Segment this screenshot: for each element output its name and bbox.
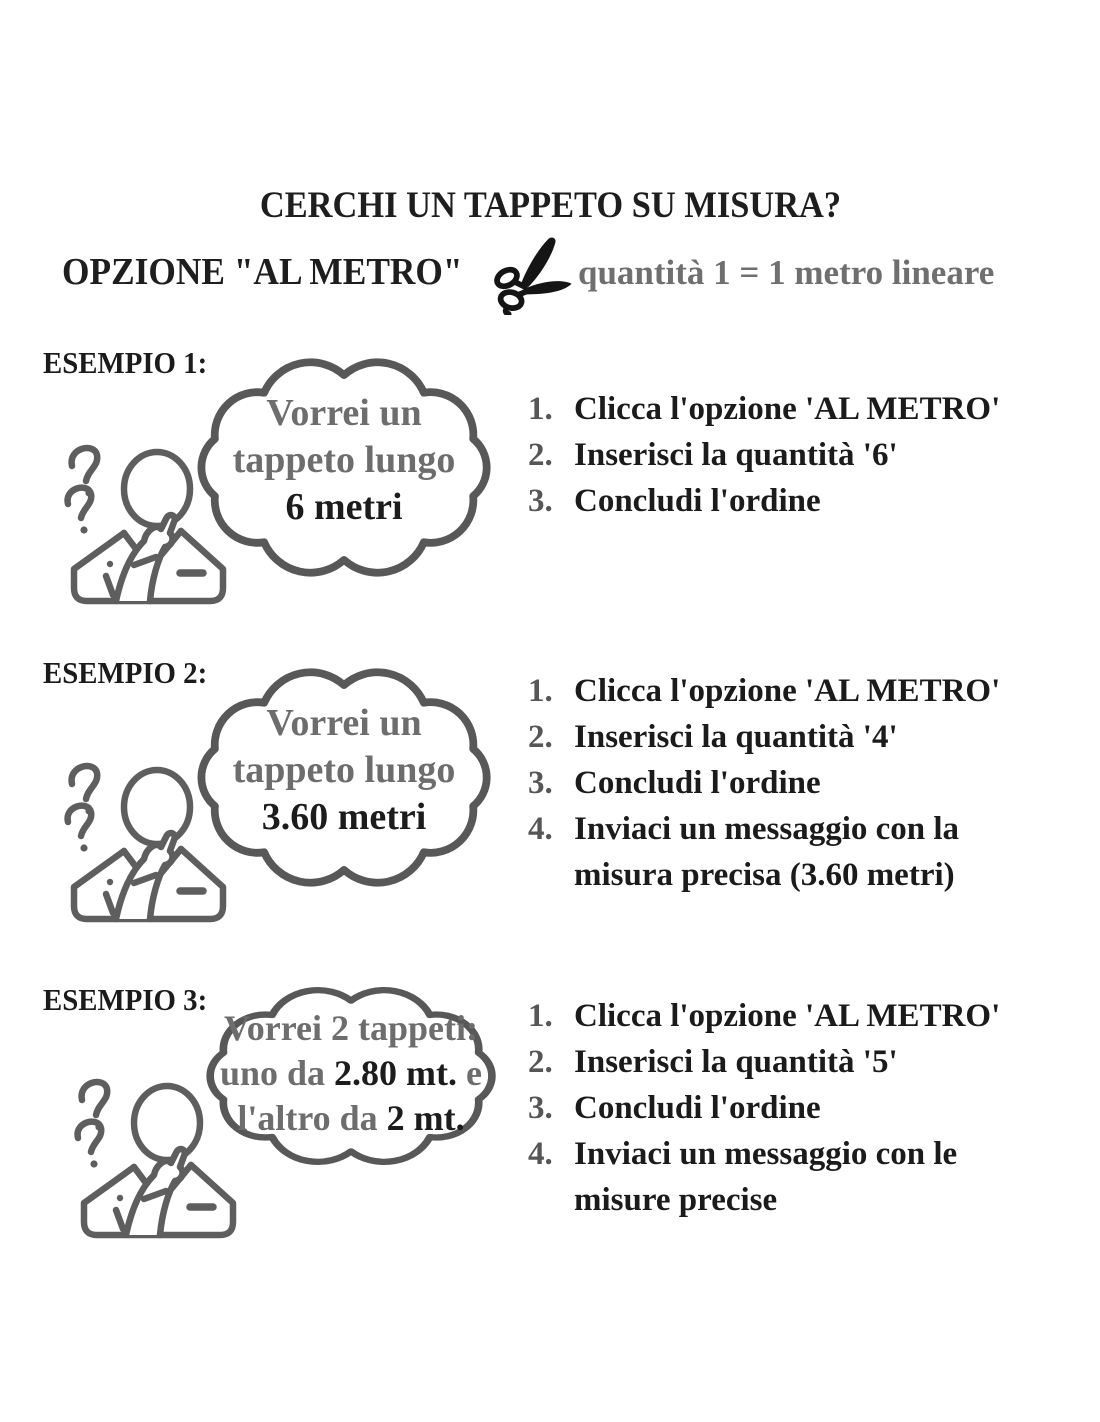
steps-list <box>528 386 1043 524</box>
bubble-line: uno da 2.80 mt. e <box>219 1052 483 1093</box>
step-text: Concludi l'ordine <box>574 483 821 519</box>
step-number: 2. <box>528 719 553 755</box>
thought-bubble <box>183 345 505 590</box>
step-number: 2. <box>528 437 553 473</box>
option-al-metro-label: OPZIONE "AL METRO" <box>62 251 463 293</box>
step-number: 3. <box>528 765 553 801</box>
example-2-section <box>0 650 1100 962</box>
example-1-section <box>0 340 1100 652</box>
thought-bubble-text <box>183 345 505 590</box>
step-text: Clicca l'opzione 'AL METRO' <box>574 391 1001 427</box>
step-item <box>528 1085 1043 1131</box>
bubble-line: l'altro da 2 mt. <box>237 1097 465 1138</box>
step-number: 4. <box>528 811 553 847</box>
step-text: Inserisci la quantità '6' <box>574 437 898 473</box>
step-number: 2. <box>528 1044 553 1080</box>
thought-bubble <box>183 655 505 900</box>
bubble-line: Vorrei un <box>266 702 422 744</box>
step-item <box>528 1039 1043 1085</box>
step-text: Inserisci la quantità '4' <box>574 719 898 755</box>
example-3-section <box>0 968 1100 1280</box>
steps-list <box>528 993 1043 1223</box>
steps-list <box>528 668 1043 898</box>
step-text: Inserisci la quantità '5' <box>574 1044 898 1080</box>
step-number: 1. <box>528 673 553 709</box>
bubble-line: tappeto lungo <box>232 749 456 791</box>
bubble-line: 3.60 metri <box>261 796 427 838</box>
step-item <box>528 432 1043 478</box>
step-text: Inviaci un messaggio con la misura precisa (3.60 metri) <box>574 811 960 893</box>
step-item <box>528 478 1043 524</box>
thought-bubble-text <box>183 655 505 900</box>
step-text: Inviaci un messaggio con le misure precise <box>574 1136 958 1218</box>
thought-bubble <box>192 976 510 1176</box>
example-1-label: ESEMPIO 1: <box>43 345 208 380</box>
step-number: 1. <box>528 391 553 427</box>
step-text: Concludi l'ordine <box>574 765 821 801</box>
step-item <box>528 1131 1043 1223</box>
step-item <box>528 714 1043 760</box>
step-number: 3. <box>528 1090 553 1126</box>
step-number: 1. <box>528 998 553 1034</box>
bubble-line: Vorrei un <box>266 392 422 434</box>
step-text: Clicca l'opzione 'AL METRO' <box>574 998 1001 1034</box>
example-3-label: ESEMPIO 3: <box>43 982 208 1017</box>
scissors-icon <box>489 233 579 333</box>
quantity-note: quantità 1 = 1 metro lineare <box>578 253 995 292</box>
step-item <box>528 386 1043 432</box>
step-text: Clicca l'opzione 'AL METRO' <box>574 673 1001 709</box>
page-title: CERCHI UN TAPPETO SU MISURA? <box>259 185 841 226</box>
step-item <box>528 993 1043 1039</box>
step-number: 4. <box>528 1136 553 1172</box>
step-item <box>528 760 1043 806</box>
step-item <box>528 668 1043 714</box>
thought-bubble-text <box>192 976 510 1176</box>
step-text: Concludi l'ordine <box>574 1090 821 1126</box>
bubble-line: tappeto lungo <box>232 439 456 481</box>
example-2-label: ESEMPIO 2: <box>43 655 208 690</box>
step-number: 3. <box>528 483 553 519</box>
bubble-line: Vorrei 2 tappeti: <box>224 1007 478 1048</box>
bubble-line: 6 metri <box>285 486 403 528</box>
step-item <box>528 806 1043 898</box>
